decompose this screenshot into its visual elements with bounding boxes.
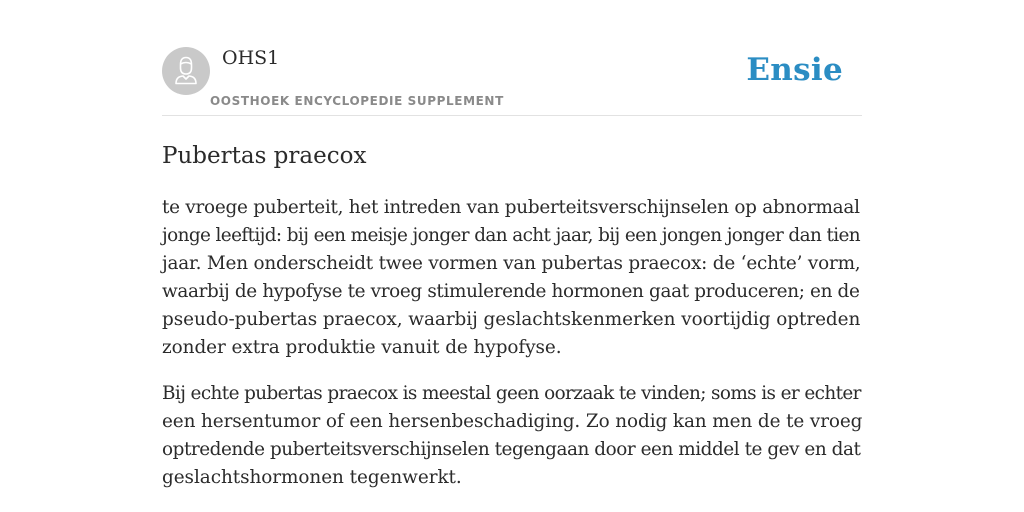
- brand-logo[interactable]: Ensie: [746, 52, 843, 88]
- article-title: Pubertas praecox: [162, 143, 367, 169]
- user-silhouette-icon[interactable]: [162, 47, 210, 95]
- article-paragraph: [162, 380, 862, 492]
- article-paragraph: [162, 194, 862, 362]
- paragraph-line: zonder extra produktie vanuit de hypofyse.: [162, 337, 562, 358]
- paragraph-line: jonge leeftijd: bij een meisje jonger dan acht jaar, bij een jongen jonger dan tien: [162, 225, 861, 246]
- article-header: [162, 46, 862, 116]
- paragraph-line: optredende puberteitsverschijnselen tegengaan door een middel te gev en dat: [162, 439, 861, 460]
- account-name[interactable]: OHS1: [222, 47, 280, 69]
- paragraph-line: Bij echte pubertas praecox is meestal geen oorzaak te vinden; soms is er echter: [162, 383, 861, 404]
- paragraph-line: een hersentumor of een hersenbeschadiging. Zo nodig kan men de te vroeg: [162, 411, 863, 432]
- account-subtitle: OOSTHOEK ENCYCLOPEDIE SUPPLEMENT: [210, 94, 504, 108]
- paragraph-line: geslachtshormonen tegenwerkt.: [162, 467, 462, 488]
- paragraph-line: waarbij de hypofyse te vroeg stimulerende hormonen gaat produceren; en de: [162, 281, 860, 302]
- paragraph-line: jaar. Men onderscheidt twee vormen van pubertas praecox: de ‘echte’ vorm,: [162, 253, 861, 274]
- paragraph-line: te vroege puberteit, het intreden van puberteitsverschijnselen op abnormaal: [162, 197, 860, 218]
- article-card: [162, 46, 862, 492]
- paragraph-line: pseudo-pubertas praecox, waarbij geslachtskenmerken voortijdig optreden: [162, 309, 861, 330]
